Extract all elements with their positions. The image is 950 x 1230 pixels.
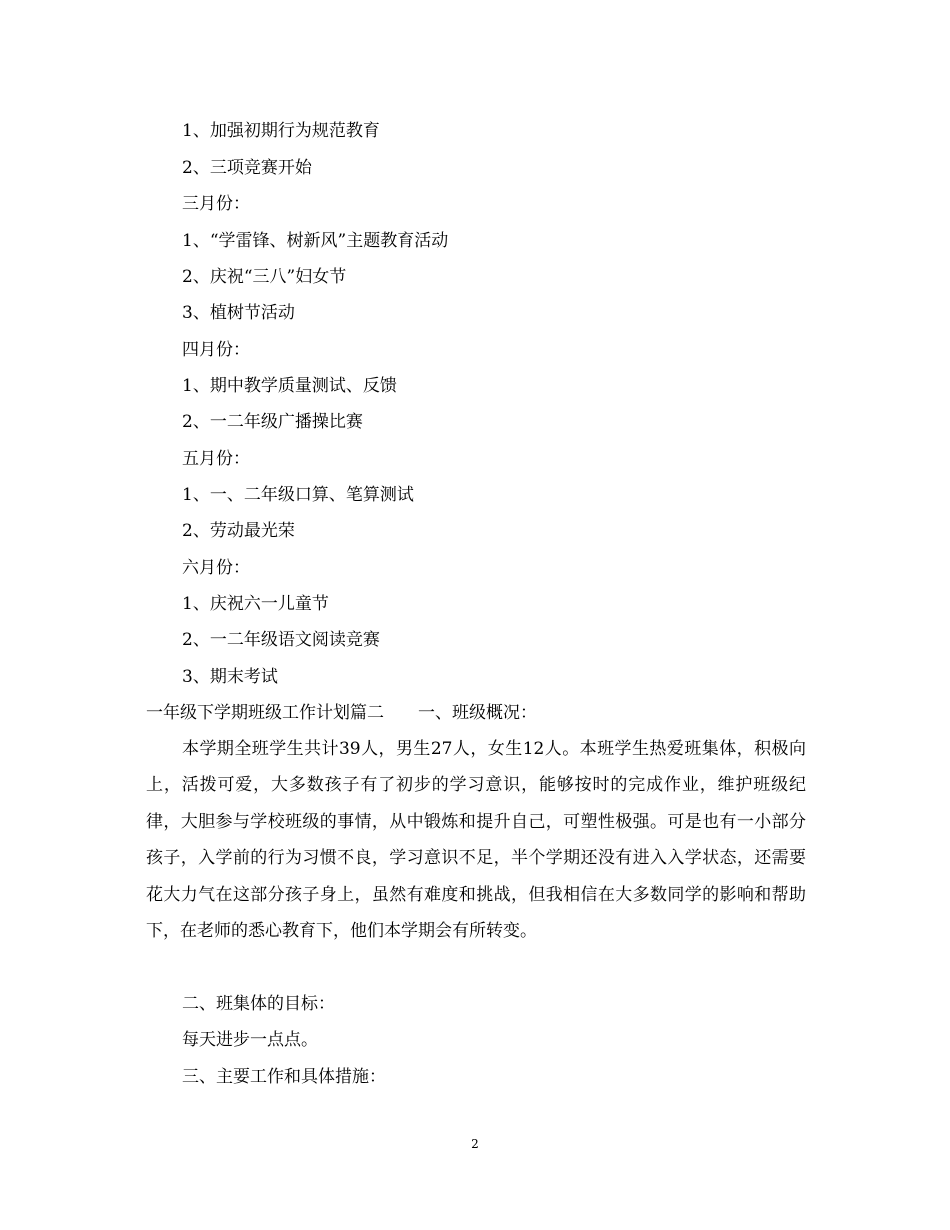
month-heading: 五月份：: [182, 449, 250, 469]
plan-item: 2、三项竞赛开始: [182, 158, 312, 178]
plan-item: 2、劳动最光荣: [182, 521, 295, 541]
plan-item: 2、庆祝“三八”妇女节: [182, 267, 347, 287]
month-heading: 三月份：: [182, 194, 250, 214]
plan-item: 1、期中教学质量测试、反馈: [182, 376, 397, 396]
plan-item: 1、一、二年级口算、笔算测试: [182, 485, 414, 505]
plan-item: 3、植树节活动: [182, 303, 295, 323]
month-heading: 六月份：: [182, 558, 250, 578]
plan-item: 3、期末考试: [182, 667, 278, 687]
section-heading: 一年级下学期班级工作计划篇二 一、班级概况：: [146, 703, 537, 723]
goal-heading: 二、班集体的目标：: [182, 994, 335, 1014]
measures-heading: 三、主要工作和具体措施：: [182, 1067, 386, 1087]
plan-item: 1、庆祝六一儿童节: [182, 594, 329, 614]
plan-item: 2、一二年级广播操比赛: [182, 412, 363, 432]
month-heading: 四月份：: [182, 340, 250, 360]
plan-item: 2、一二年级语文阅读竞赛: [182, 630, 380, 650]
plan-item: 1、“学雷锋、树新风”主题教育活动: [182, 231, 449, 251]
goal-text: 每天进步一点点。: [182, 1030, 318, 1050]
page-number: 2: [471, 1137, 479, 1151]
plan-item: 1、加强初期行为规范教育: [182, 121, 380, 141]
class-overview-paragraph: 本学期全班学生共计39人，男生27人，女生12人。本班学生热爱班集体，积极向上，活拨可爱，大多数孩子有了初步的学习意识，能够按时的完成作业，维护班级纪律，大胆参与学校班级的事情，从中锻炼和提升自己，可塑性极强。可是也有一小部分孩子，入学前的行为习惯不良，学习意识不足，半个学期还没有进入入学状态，还需要花大力气在这部分孩子身上，虽然有难度和挑战，但我相信在大多数同学的影响和帮助下，在老师的悉心教育下，他们本学期会有所转变。: [146, 739, 806, 942]
